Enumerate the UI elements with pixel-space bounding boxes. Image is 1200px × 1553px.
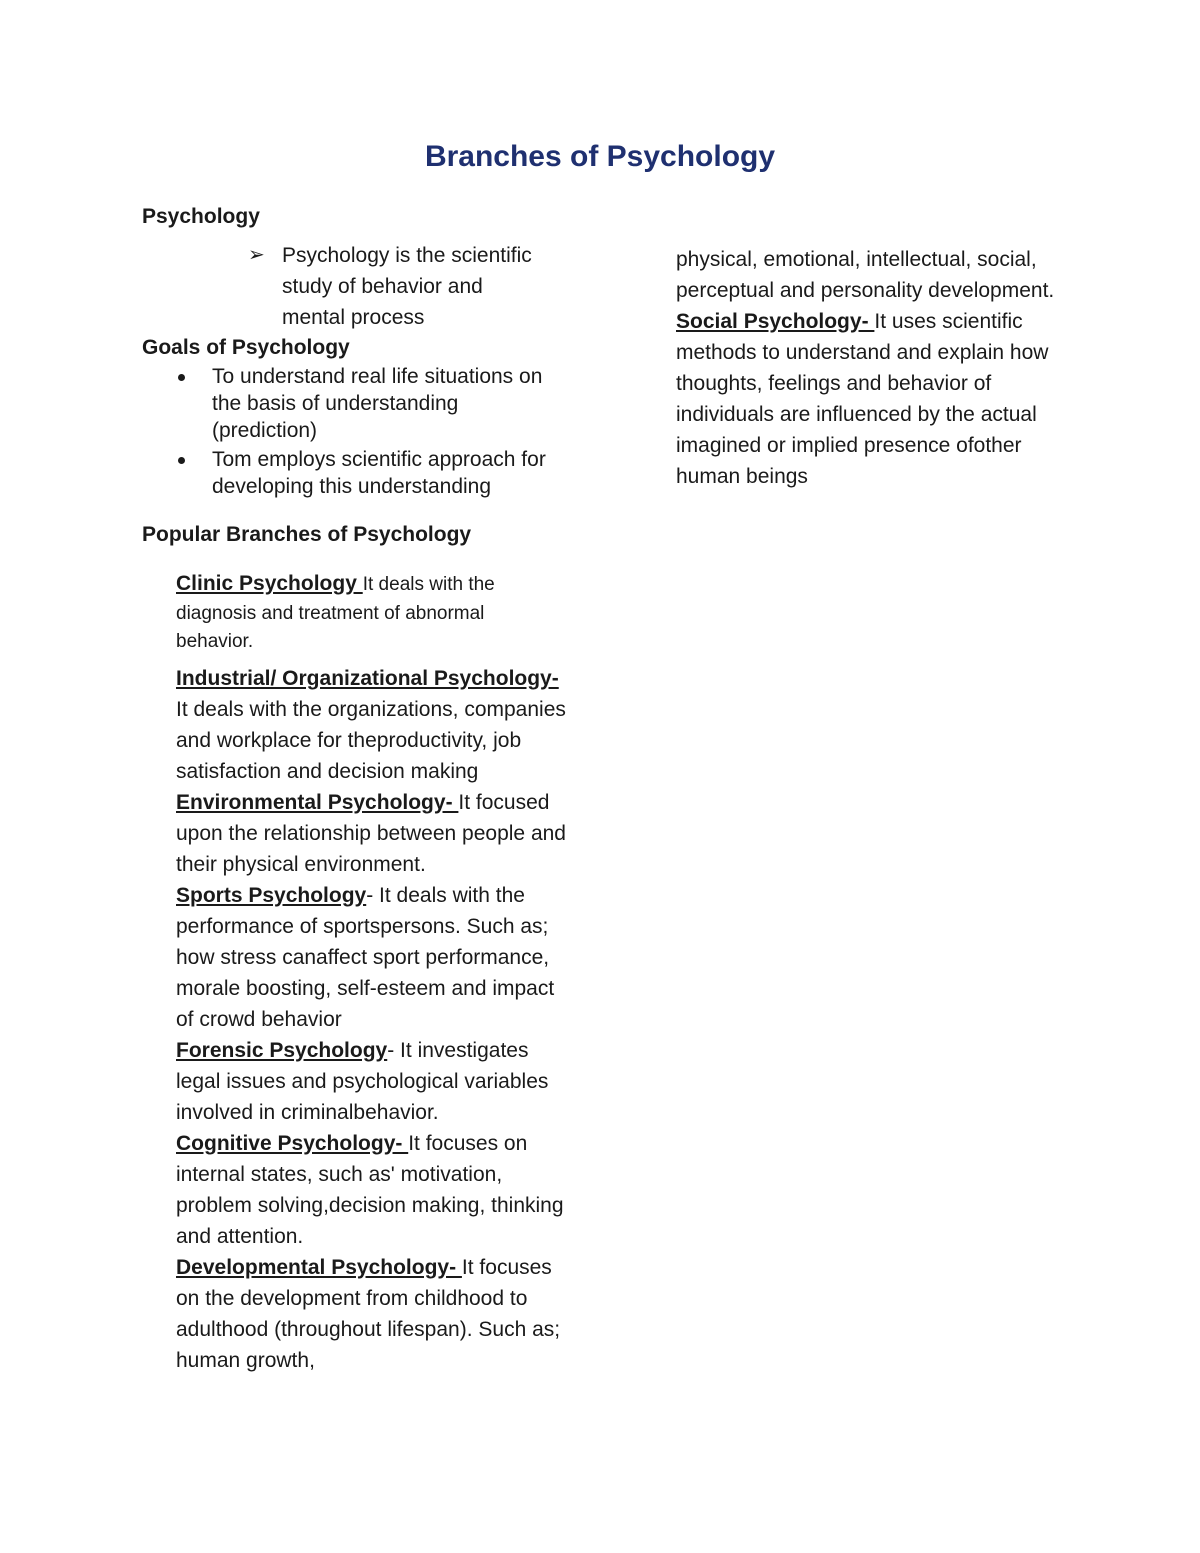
goals-heading: Goals of Psychology — [142, 336, 350, 359]
branch-cognitive — [176, 1128, 566, 1252]
branch-description: It deals with the organizations, companies and workplace for theproductivity, job satisfaction and decision making — [176, 697, 566, 783]
bullet-dot-icon — [178, 374, 185, 381]
branch-clinic — [176, 570, 566, 657]
page-title: Branches of Psychology — [424, 140, 776, 173]
branch-sports — [176, 880, 566, 1035]
goals-list — [142, 363, 556, 500]
branch-name: Social Psychology- — [676, 310, 875, 333]
goal-text: Tom employs scientific approach for developing this understanding — [212, 448, 546, 498]
branch-industrial — [176, 663, 566, 787]
branch-environmental — [176, 787, 566, 880]
bullet-dot-icon — [178, 457, 185, 464]
branch-name: Sports Psychology — [176, 883, 367, 907]
branch-name: Developmental Psychology- — [176, 1255, 462, 1279]
right-column — [676, 244, 1076, 492]
branch-social — [676, 306, 1076, 492]
psychology-definition: Psychology is the scientific study of behavior and mental process — [282, 244, 532, 329]
psychology-heading: Psychology — [142, 205, 260, 228]
list-item — [176, 363, 556, 444]
branch-name: Clinic Psychology — [176, 572, 363, 595]
arrow-bullet-icon: ➢ — [248, 244, 265, 266]
branch-description: - It deals with the performance of sportspersons. Such as; how stress canaffect sport performance, morale boosting, self-esteem and impact of crowd behavior — [176, 883, 555, 1031]
branch-forensic — [176, 1035, 566, 1128]
list-item — [248, 240, 538, 333]
branch-description: It focuses on internal states, such as' motivation, problem solving,decision making, thinking and attention. — [176, 1131, 564, 1248]
branch-description: It focuses on the development from childhood to adulthood (throughout lifespan). Such as; human growth, — [176, 1255, 561, 1372]
branch-description: It deals with the diagnosis and treatment of abnormal behavior. — [176, 574, 495, 652]
branch-description: It uses scientific methods to understand and explain how thoughts, feelings and behavior of individuals are influenced by the actual imagined or implied presence ofother human beings — [676, 310, 1049, 488]
branch-name: Industrial/ Organizational Psychology- — [176, 666, 559, 690]
branch-description: It focused upon the relationship between people and their physical environment. — [176, 790, 566, 876]
branch-developmental — [176, 1252, 566, 1376]
branch-description: - It investigates legal issues and psychological variables involved in criminalbehavior. — [176, 1038, 549, 1124]
branches-list — [176, 570, 566, 1376]
left-column — [142, 202, 572, 1376]
branch-name: Cognitive Psychology- — [176, 1131, 409, 1155]
developmental-continuation: physical, emotional, intellectual, social, perceptual and personality development. — [676, 248, 1055, 302]
branch-name: Environmental Psychology- — [176, 790, 459, 814]
branches-heading: Popular Branches of Psychology — [142, 523, 472, 546]
psychology-definition-list — [142, 240, 538, 333]
list-item — [176, 446, 556, 500]
goal-text: To understand real life situations on the basis of understanding (prediction) — [212, 365, 543, 442]
branch-name: Forensic Psychology — [176, 1038, 388, 1062]
